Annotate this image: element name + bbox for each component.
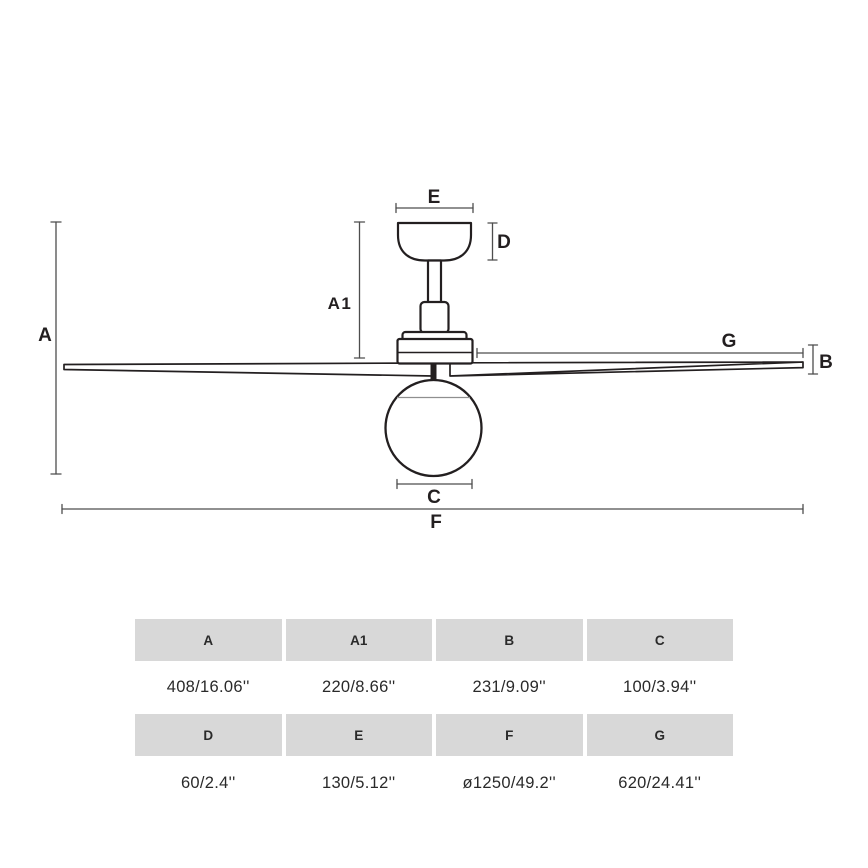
spec-header-a1: A1 [286, 619, 433, 661]
label-a1: A1 [327, 294, 353, 313]
fan-downrod [428, 261, 441, 303]
fan-coupling [421, 302, 449, 333]
spec-value-f: ø1250/49.2'' [436, 756, 583, 810]
spec-table [135, 619, 733, 810]
spec-header-e: E [286, 714, 433, 756]
label-b: B [819, 352, 833, 373]
fan-light-globe [386, 380, 482, 476]
spec-value-g: 620/24.41'' [587, 756, 734, 810]
spec-header-f: F [436, 714, 583, 756]
spec-header-c: C [587, 619, 734, 661]
fan-stem [431, 363, 437, 381]
dim-line-g [477, 349, 803, 358]
spec-value-a: 408/16.06'' [135, 661, 282, 714]
dim-line-a1 [355, 222, 365, 358]
dim-line-d [488, 223, 497, 260]
spec-header-d: D [135, 714, 282, 756]
spec-header-b: B [436, 619, 583, 661]
spec-value-d: 60/2.4'' [135, 756, 282, 810]
label-c: C [427, 487, 441, 508]
fan-motor-housing [398, 339, 473, 364]
spec-value-e: 130/5.12'' [286, 756, 433, 810]
spec-value-c: 100/3.94'' [587, 661, 734, 714]
spec-value-b: 231/9.09'' [436, 661, 583, 714]
dim-line-a [51, 222, 61, 474]
fan-blade-right [450, 362, 803, 376]
spec-value-a1: 220/8.66'' [286, 661, 433, 714]
fan-canopy [398, 223, 471, 261]
label-d: D [497, 232, 511, 253]
label-e: E [427, 187, 441, 208]
spec-header-g: G [587, 714, 734, 756]
label-g: G [721, 331, 737, 352]
dim-line-b [809, 345, 818, 374]
fan-blade-left [64, 363, 433, 376]
spec-header-a: A [135, 619, 282, 661]
label-a: A [38, 325, 52, 346]
label-f: F [430, 512, 442, 533]
